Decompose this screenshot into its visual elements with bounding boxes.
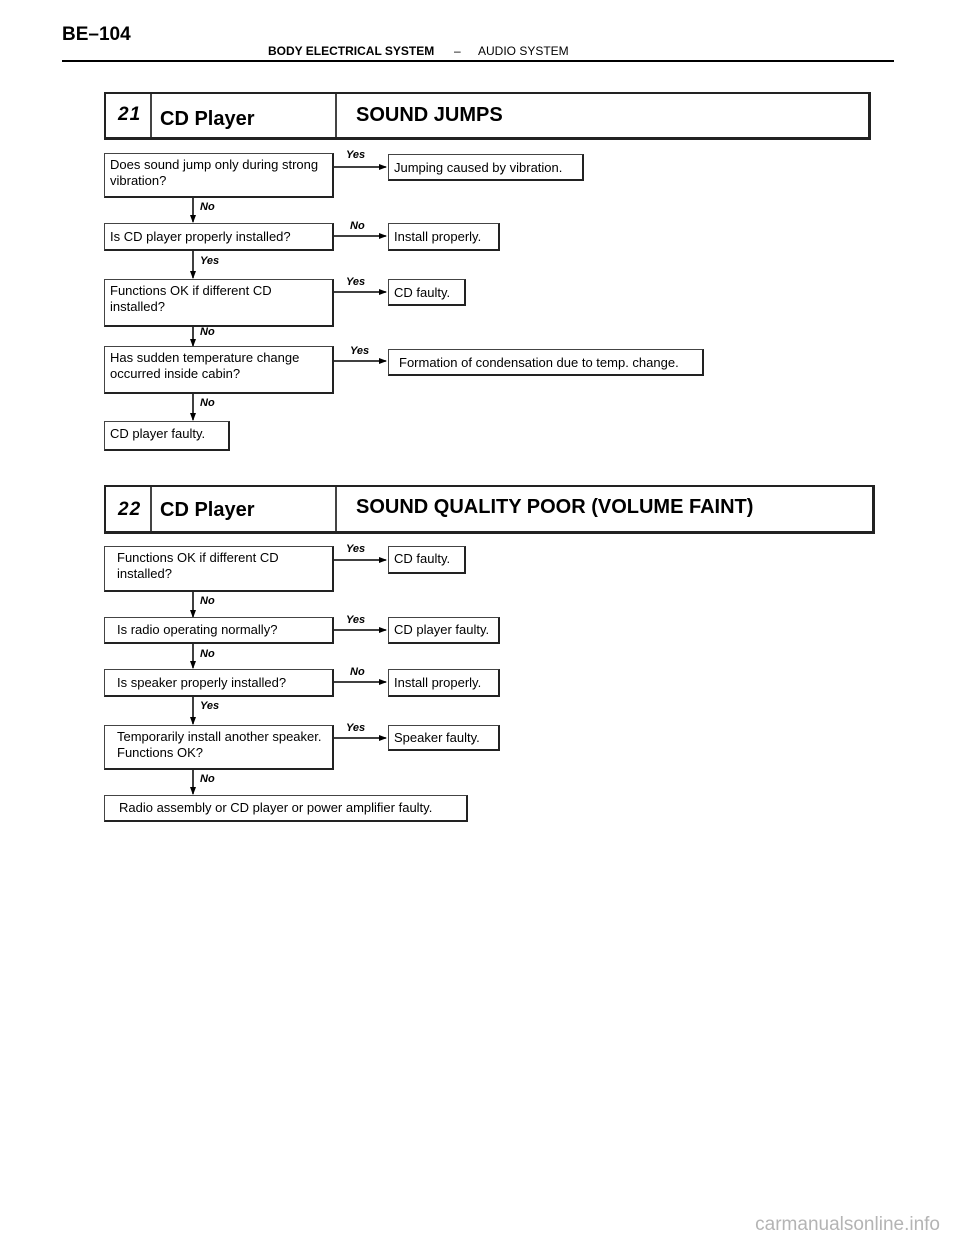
chart-22-result-4: Speaker faulty. (388, 725, 500, 751)
page-id: BE–104 (62, 24, 131, 45)
chart-21-result-3: CD faulty. (388, 279, 466, 306)
chart-22-branch-4: Yes (346, 722, 366, 734)
chart-22-next-2: No (200, 648, 215, 660)
chart-22-divider-a (150, 487, 152, 531)
title-separator: – (454, 44, 461, 58)
chart-21-result-4: Formation of condensation due to temp. change. (388, 349, 704, 376)
chart-21-question-4: Has sudden temperature change occurred inside cabin? (104, 346, 334, 394)
chart-22-next-4: No (200, 773, 215, 785)
chart-22-branch-3: No (350, 666, 365, 678)
chart-22-next-3: Yes (200, 700, 220, 712)
watermark: carmanualsonline.info (755, 1214, 940, 1235)
chart-21-next-3: No (200, 326, 215, 338)
chart-22-question-1: Functions OK if different CD installed? (104, 546, 334, 592)
chart-22-symptom: SOUND QUALITY POOR (VOLUME FAINT) (356, 496, 754, 518)
chart-21-branch-1: Yes (346, 149, 366, 161)
chart-22-divider-b (335, 487, 337, 531)
chart-21-divider-b (335, 94, 337, 137)
chart-21-branch-2: No (350, 220, 365, 232)
chart-22-component: CD Player (160, 499, 255, 521)
chart-22-question-4: Temporarily install another speaker. Functions OK? (104, 725, 334, 770)
chart-21-next-2: Yes (200, 255, 220, 267)
chart-21-result-1: Jumping caused by vibration. (388, 154, 584, 181)
chart-22-final: Radio assembly or CD player or power amplifier faulty. (104, 795, 468, 822)
section-title: BODY ELECTRICAL SYSTEM (268, 44, 435, 58)
chart-22-question-2: Is radio operating normally? (104, 617, 334, 644)
chart-21-result-2: Install properly. (388, 223, 500, 251)
chart-21-header (104, 92, 871, 140)
chart-22-number: 22 (118, 499, 142, 520)
chart-21-component: CD Player (160, 108, 255, 130)
chart-21-question-3: Functions OK if different CD installed? (104, 279, 334, 327)
chart-21-number: 21 (118, 104, 142, 125)
chart-22-branch-1: Yes (346, 543, 366, 555)
chart-22-result-2: CD player faulty. (388, 617, 500, 644)
chart-21-question-2: Is CD player properly installed? (104, 223, 334, 251)
chart-21-next-1: No (200, 201, 215, 213)
chart-21-final: CD player faulty. (104, 421, 230, 451)
chart-22-result-3: Install properly. (388, 669, 500, 697)
chart-22-next-1: No (200, 595, 215, 607)
chart-21-divider-a (150, 94, 152, 137)
chart-21-next-4: No (200, 397, 215, 409)
chart-22-result-1: CD faulty. (388, 546, 466, 574)
chart-22-question-3: Is speaker properly installed? (104, 669, 334, 697)
chart-21-branch-4: Yes (350, 345, 370, 357)
chart-21-question-1: Does sound jump only during strong vibration? (104, 153, 334, 198)
chart-21-symptom: SOUND JUMPS (356, 104, 503, 126)
chart-21-branch-3: Yes (346, 276, 366, 288)
chart-22-branch-2: Yes (346, 614, 366, 626)
chart-22-header (104, 485, 875, 534)
subsection-title: AUDIO SYSTEM (478, 44, 569, 58)
